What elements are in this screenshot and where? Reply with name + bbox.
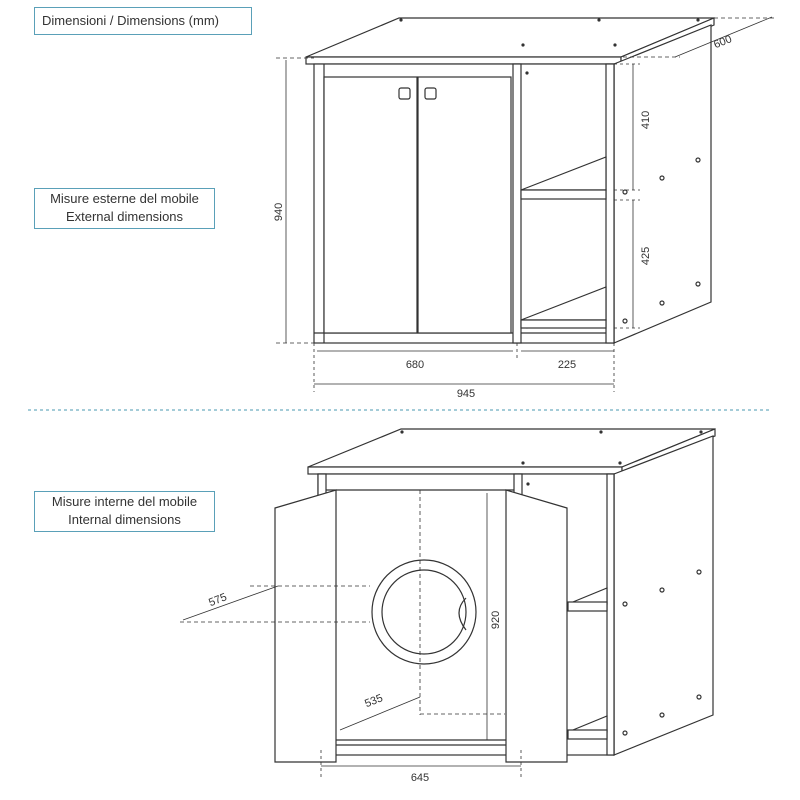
dim-internal-depth: 575 [207,591,229,610]
external-label-line1: Misure esterne del mobile [50,191,199,206]
internal-cabinet [275,429,715,762]
dim-cabinet-width: 680 [405,359,425,371]
title-text: Dimensioni / Dimensions (mm) [42,13,219,28]
dim-shelf-width: 225 [557,359,577,371]
dim-base-depth: 535 [363,692,385,711]
internal-label-line2: Internal dimensions [68,512,181,527]
dim-lower-shelf: 425 [640,246,652,266]
dim-external-height: 940 [273,202,285,222]
dim-external-depth: 600 [712,33,734,52]
external-label-line2: External dimensions [65,209,184,224]
dim-total-width: 945 [456,388,476,400]
external-cabinet [306,18,714,343]
dim-upper-shelf: 410 [640,110,652,130]
internal-label-line1: Misure interne del mobile [51,494,198,509]
dim-internal-height: 920 [490,610,502,630]
dim-internal-width: 645 [410,772,430,784]
